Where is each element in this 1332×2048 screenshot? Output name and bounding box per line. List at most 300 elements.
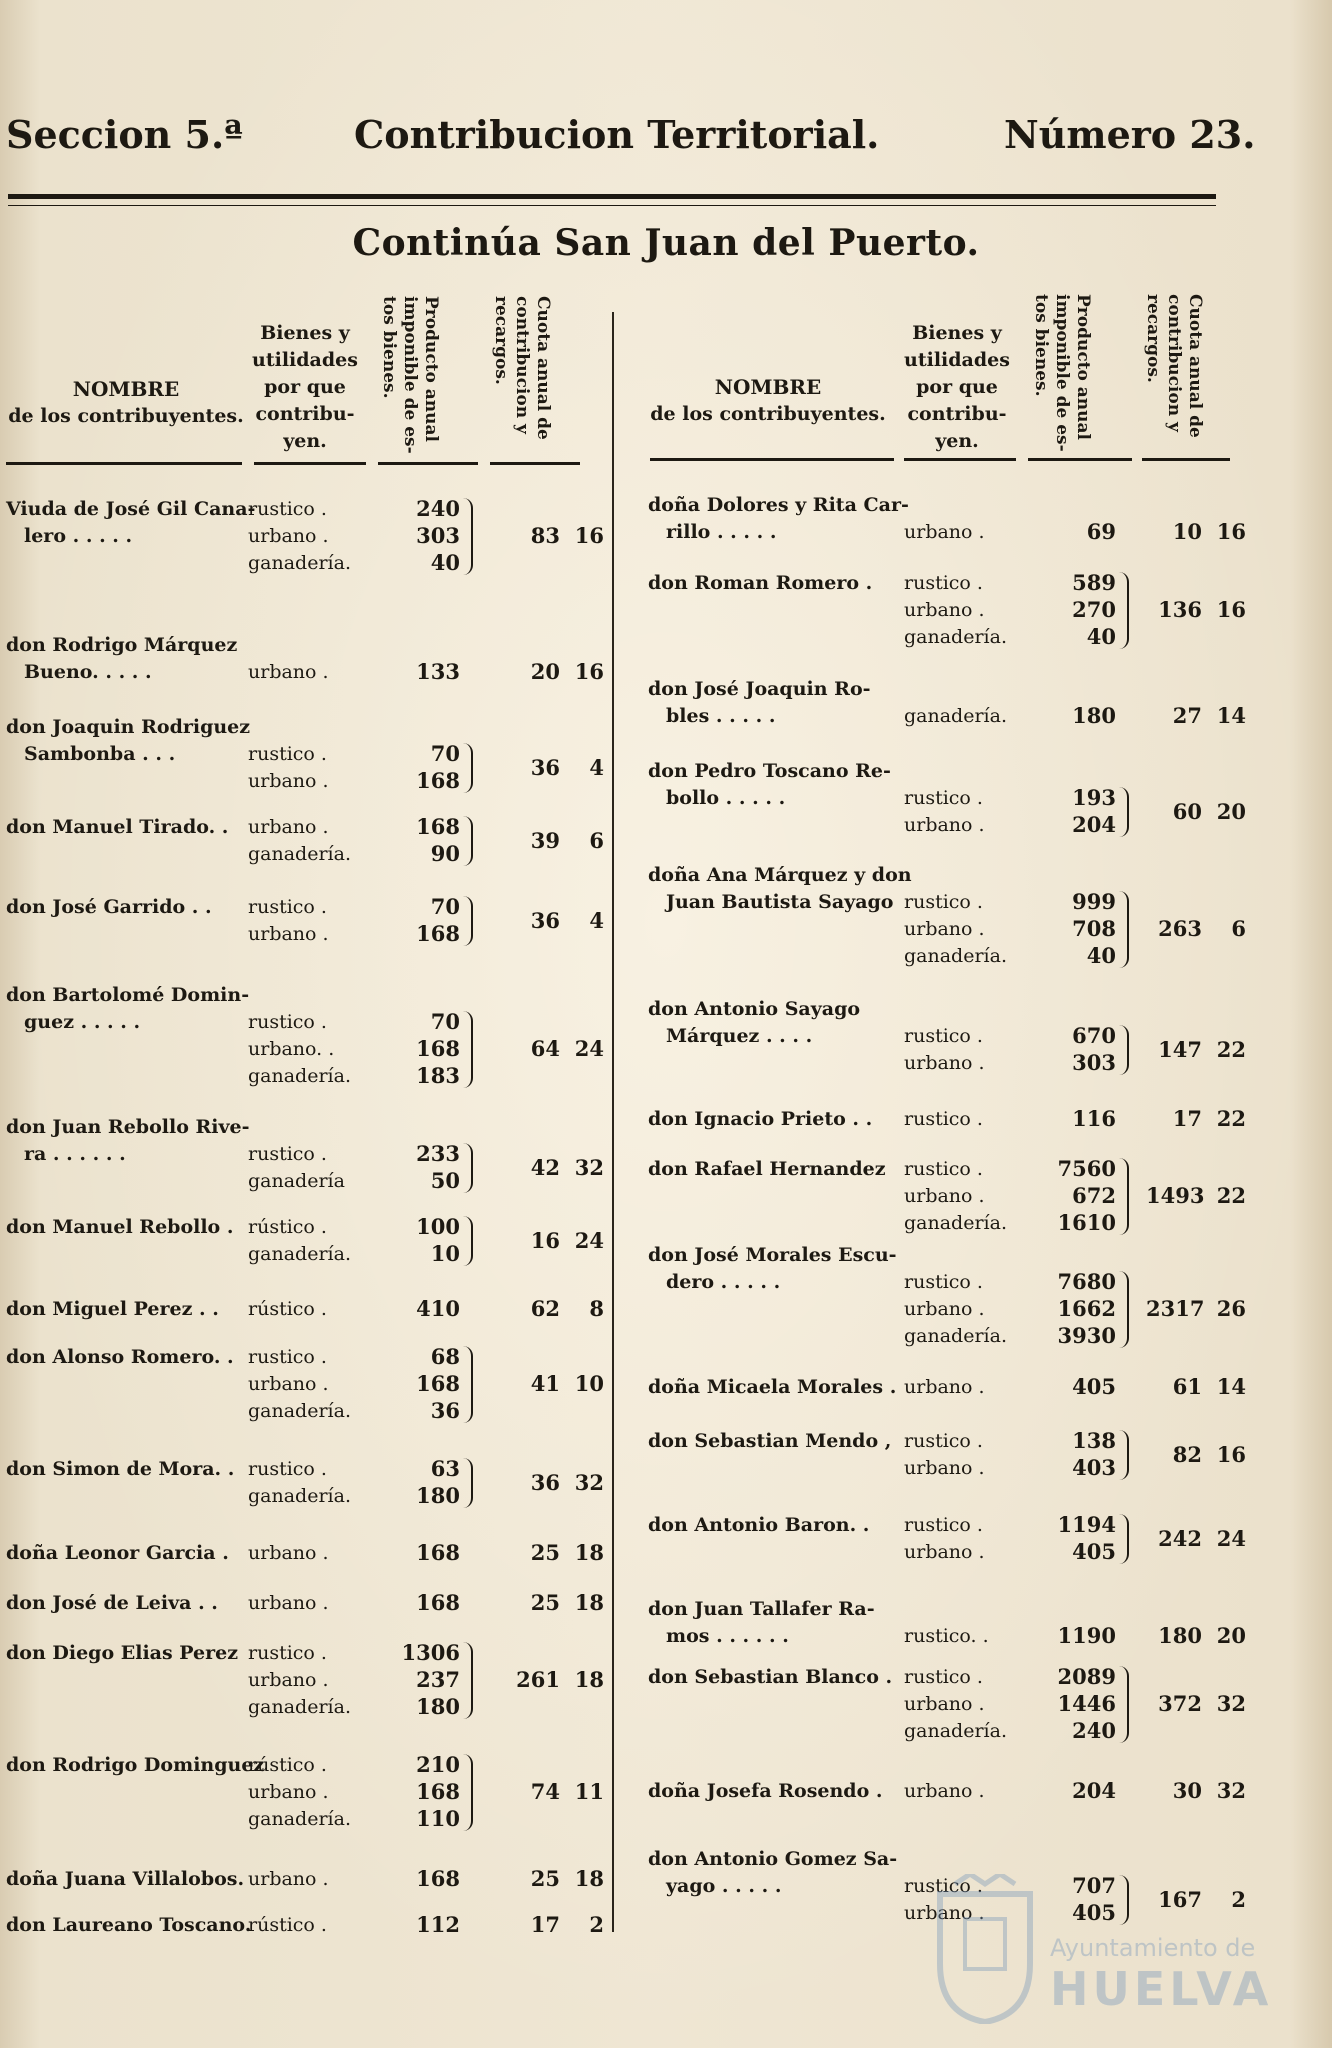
cuota-main: 64 (530, 1036, 560, 1061)
contributor-name: don Rodrigo Márquez (6, 634, 238, 656)
contributor-name: doña Micaela Morales . (648, 1376, 897, 1398)
product-value: 1446 (1057, 1691, 1116, 1716)
cuota-value (1146, 1777, 1246, 1804)
cuota-value (1146, 1105, 1246, 1132)
contributor-name: don Miguel Perez . . (6, 1298, 219, 1320)
cuota-main: 61 (1172, 1374, 1202, 1399)
coat-of-arms-icon (930, 1874, 1040, 2024)
contributor-name: don Juan Tallafer Ra- (648, 1598, 875, 1620)
cuota-main: 27 (1172, 703, 1202, 728)
cuota-main: 30 (1172, 1778, 1202, 1803)
property-class: ganadería. (248, 1400, 351, 1422)
product-value: 138 (1072, 1428, 1116, 1453)
contributor-name: Viuda de José Gil Cana- (6, 498, 256, 520)
cuota-fraction: 8 (589, 1296, 604, 1321)
property-class: rustico . (904, 1108, 983, 1130)
cuota-main: 36 (530, 907, 560, 933)
property-class: ganadería. (904, 1212, 1007, 1234)
product-value: 168 (416, 768, 460, 793)
cuota-fraction: 16 (1216, 519, 1246, 544)
property-class: ganadería. (248, 552, 351, 574)
product-value: 672 (1072, 1183, 1116, 1208)
grouping-brace (462, 498, 473, 575)
contributor-name: Márquez . . . . (666, 1025, 813, 1047)
cuota-value (1146, 915, 1246, 942)
contributor-name: don Simon de Mora. . (6, 1458, 235, 1480)
product-value: 68 (430, 1344, 460, 1369)
product-value: 168 (416, 1371, 460, 1396)
product-value: 2089 (1057, 1664, 1116, 1689)
property-class: urbano . (248, 1868, 329, 1890)
property-class: ganadería. (248, 1243, 351, 1265)
property-class: urbano . (904, 1185, 985, 1207)
property-class: urbano . (904, 918, 985, 940)
contributor-name: don Manuel Rebollo . (6, 1216, 234, 1238)
grouping-brace (462, 1011, 473, 1088)
cuota-fraction: 32 (574, 1154, 604, 1180)
right-name-underline (650, 458, 894, 461)
cuota-main: 147 (1158, 1036, 1202, 1062)
property-class: rustico . (248, 743, 327, 765)
product-value: 133 (416, 659, 460, 684)
cuota-value (504, 1035, 604, 1062)
property-class: ganadería. (248, 843, 351, 865)
property-class: ganadería. (904, 626, 1007, 648)
cuota-fraction: 18 (574, 1866, 604, 1891)
property-class: urbano . (248, 1669, 329, 1691)
product-value: 40 (430, 550, 460, 575)
product-value: 183 (416, 1063, 460, 1088)
watermark-line1: Ayuntamiento de (1050, 1934, 1256, 1962)
product-value: 90 (430, 841, 460, 866)
contributor-name: don Antonio Gomez Sa- (648, 1848, 898, 1870)
cuota-value (1146, 1441, 1246, 1468)
contributor-name: rillo . . . . . (666, 521, 777, 543)
product-value: 40 (1086, 624, 1116, 649)
cuota-main: 261 (516, 1667, 560, 1692)
property-class: rustico . (248, 1143, 327, 1165)
product-value: 168 (416, 1036, 460, 1061)
cuota-value (504, 754, 604, 781)
property-class: urbano . (904, 1052, 985, 1074)
grouping-brace (1118, 1514, 1129, 1564)
product-value: 168 (416, 1590, 460, 1615)
right-producto-underline (1028, 458, 1132, 461)
cuota-main: 167 (1158, 1886, 1202, 1912)
grouping-brace (462, 1216, 473, 1266)
product-value: 240 (416, 496, 460, 521)
property-class: rústico . (248, 1914, 327, 1936)
cuota-fraction: 26 (1216, 1296, 1246, 1321)
left-producto-underline (378, 462, 478, 465)
cuota-fraction: 2 (589, 1912, 604, 1937)
property-class: urbano . (904, 1902, 985, 1924)
property-class: ganadería. (904, 945, 1007, 967)
right-cuota-header: Cuota anual de contribucion y recargos. (1143, 294, 1205, 438)
product-value: 708 (1072, 916, 1116, 941)
product-value: 69 (1086, 519, 1116, 544)
cuota-fraction: 10 (574, 1371, 604, 1396)
cuota-fraction: 32 (1216, 1778, 1246, 1803)
cuota-value (1146, 518, 1246, 545)
left-name-header: NOMBRE de los contribuyentes. (8, 377, 244, 427)
property-class: ganadería. (248, 1696, 351, 1718)
grouping-brace (462, 1346, 473, 1423)
contributor-name: don Roman Romero . (648, 572, 873, 594)
cuota-main: 39 (530, 827, 560, 853)
contributor-name: don Joaquin Rodriguez (6, 716, 251, 738)
grouping-brace (1118, 891, 1129, 968)
cuota-value (504, 1911, 604, 1938)
product-value: 70 (430, 1009, 460, 1034)
right-bienes-header: Bienes y utilidades por que contribu- yen. (904, 322, 1010, 452)
grouping-brace (462, 1642, 473, 1719)
property-class: ganadería. (904, 705, 1007, 727)
property-class: rustico. . (904, 1625, 989, 1647)
cuota-main: 17 (1172, 1106, 1202, 1131)
cuota-value (1146, 1182, 1246, 1209)
contributor-name: don Antonio Sayago (648, 998, 861, 1020)
property-class: urbano . (904, 814, 985, 836)
product-value: 707 (1072, 1873, 1116, 1898)
property-class: urbano . (248, 923, 329, 945)
grouping-brace (1118, 1666, 1129, 1743)
product-value: 237 (416, 1667, 460, 1692)
cuota-main: 36 (530, 1469, 560, 1495)
product-value: 168 (416, 921, 460, 946)
left-cuota-underline (490, 462, 580, 465)
section-label: Seccion 5.ª (6, 112, 243, 157)
contributor-name: doña Leonor Garcia . (6, 1542, 229, 1564)
product-value: 270 (1072, 597, 1116, 622)
cuota-main: 25 (530, 1590, 560, 1615)
contributor-name: bollo . . . . . (666, 787, 786, 809)
product-value: 50 (430, 1168, 460, 1193)
cuota-main: 83 (530, 523, 560, 548)
header-title: Contribucion Territorial. (354, 112, 880, 157)
property-class: rustico . (904, 1158, 983, 1180)
product-value: 70 (430, 894, 460, 919)
property-class: urbano . (248, 1542, 329, 1564)
product-value: 7560 (1057, 1156, 1116, 1181)
property-class: urbano . (248, 816, 329, 838)
property-class: urbano . (904, 1457, 985, 1479)
property-class: rústico . (248, 1754, 327, 1776)
cuota-value (504, 1154, 604, 1181)
product-value: 3930 (1057, 1323, 1116, 1348)
product-value: 403 (1072, 1455, 1116, 1480)
contributor-name: don Sebastian Mendo , (648, 1430, 892, 1452)
product-value: 999 (1072, 889, 1116, 914)
cuota-main: 25 (530, 1540, 560, 1565)
contributor-name: doña Ana Márquez y don (648, 864, 912, 886)
property-class: urbano . (248, 1781, 329, 1803)
contributor-name: don Sebastian Blanco . (648, 1666, 893, 1688)
product-value: 168 (416, 1866, 460, 1891)
product-value: 405 (1072, 1374, 1116, 1399)
cuota-value (1146, 1525, 1246, 1552)
product-value: 193 (1072, 785, 1116, 810)
grouping-brace (1118, 787, 1129, 837)
product-value: 410 (416, 1296, 460, 1321)
cuota-main: 180 (1158, 1623, 1202, 1648)
product-value: 168 (416, 814, 460, 839)
contributor-name: don Manuel Tirado. . (6, 816, 229, 838)
cuota-fraction: 16 (574, 523, 604, 548)
property-class: urbano . (904, 1376, 985, 1398)
contributor-name: don Pedro Toscano Re- (648, 760, 891, 782)
property-class: urbano . (904, 1541, 985, 1563)
cuota-main: 17 (530, 1912, 560, 1937)
product-value: 405 (1072, 1539, 1116, 1564)
left-bienes-underline (254, 462, 366, 465)
contributor-name: don José Morales Escu- (648, 1244, 897, 1266)
cuota-value (504, 1469, 604, 1496)
contributor-name: don Bartolomé Domin- (6, 984, 250, 1006)
product-value: 63 (430, 1456, 460, 1481)
right-name-header: NOMBRE de los contribuyentes. (650, 375, 886, 425)
product-value: 100 (416, 1214, 460, 1239)
cuota-fraction: 32 (574, 1469, 604, 1495)
property-class: ganadería. (248, 1065, 351, 1087)
property-class: rustico . (904, 1666, 983, 1688)
contributor-name: don Rafael Hernandez (648, 1158, 886, 1180)
cuota-fraction: 16 (1216, 597, 1246, 622)
cuota-value (504, 522, 604, 549)
cuota-value (1146, 798, 1246, 825)
property-class: rustico . (248, 1011, 327, 1033)
watermark-line2: HUELVA (1050, 1962, 1273, 2016)
property-class: rustico . (904, 1025, 983, 1047)
product-value: 180 (416, 1694, 460, 1719)
left-producto-header: Producto anual imponible de es- tos bienes. (379, 296, 441, 454)
property-class: ganadería. (904, 1325, 1007, 1347)
contributor-name: don Rodrigo Dominguez (6, 1754, 265, 1776)
contributor-name: don José Joaquin Ro- (648, 678, 871, 700)
product-value: 116 (1072, 1106, 1116, 1131)
contributor-name: doña Juana Villalobos. (6, 1868, 245, 1890)
property-class: urbano . (248, 525, 329, 547)
cuota-fraction: 22 (1216, 1183, 1246, 1208)
cuota-value (1146, 702, 1246, 729)
contributor-name: bles . . . . . (666, 705, 776, 727)
property-class: rustico . (904, 1514, 983, 1536)
page-header (0, 112, 1332, 174)
cuota-value (1146, 596, 1246, 623)
right-producto-header: Producto anual imponible de es- tos bienes. (1031, 294, 1093, 452)
contributor-name: yago . . . . . (666, 1875, 782, 1897)
cuota-fraction: 18 (574, 1540, 604, 1565)
header-rule (8, 194, 1216, 206)
cuota-value (504, 1539, 604, 1566)
grouping-brace (1118, 572, 1129, 649)
cuota-main: 136 (1158, 597, 1202, 622)
property-class: rustico . (904, 1271, 983, 1293)
contributor-name: doña Josefa Rosendo . (648, 1780, 883, 1802)
product-value: 1610 (1057, 1210, 1116, 1235)
product-value: 210 (416, 1752, 460, 1777)
product-value: 168 (416, 1540, 460, 1565)
property-class: ganadería. (904, 1720, 1007, 1742)
property-class: urbano . (248, 770, 329, 792)
contributor-name: Bueno. . . . . (24, 661, 152, 683)
product-value: 670 (1072, 1023, 1116, 1048)
cuota-main: 62 (530, 1296, 560, 1321)
product-value: 1306 (401, 1640, 460, 1665)
left-bienes-header: Bienes y utilidades por que contribu- yen. (252, 322, 358, 452)
grouping-brace (1118, 1271, 1129, 1348)
contributor-name: don Ignacio Prieto . . (648, 1108, 873, 1130)
property-class: rustico . (248, 498, 327, 520)
contributor-name: doña Dolores y Rita Car- (648, 494, 909, 516)
contributor-name: mos . . . . . . (666, 1625, 789, 1647)
cuota-main: 242 (1158, 1525, 1202, 1551)
grouping-brace (462, 1458, 473, 1508)
product-value: 1662 (1057, 1296, 1116, 1321)
grouping-brace (1118, 1158, 1129, 1235)
cuota-main: 20 (530, 659, 560, 684)
property-class: urbano . (904, 521, 985, 543)
contributor-name: don Antonio Baron. . (648, 1514, 870, 1536)
property-class: urbano . (904, 1298, 985, 1320)
contributor-name: don Diego Elias Perez (6, 1642, 239, 1664)
property-class: rustico . (904, 572, 983, 594)
cuota-fraction: 16 (574, 659, 604, 684)
property-class: rustico . (248, 1346, 327, 1368)
cuota-fraction: 2 (1231, 1886, 1246, 1912)
contributor-name: ra . . . . . . (24, 1143, 126, 1165)
property-class: ganadería (248, 1170, 345, 1192)
product-value: 233 (416, 1141, 460, 1166)
cuota-main: 1493 (1146, 1183, 1205, 1208)
cuota-fraction: 14 (1216, 1374, 1246, 1399)
cuota-fraction: 18 (574, 1667, 604, 1692)
contributor-name: dero . . . . . (666, 1271, 781, 1293)
product-value: 36 (430, 1398, 460, 1423)
cuota-fraction: 14 (1216, 703, 1246, 728)
cuota-value (504, 1227, 604, 1254)
cuota-value (1146, 1295, 1246, 1322)
cuota-fraction: 20 (1216, 798, 1246, 824)
cuota-fraction: 20 (1216, 1623, 1246, 1648)
cuota-value (504, 658, 604, 685)
column-divider (612, 312, 614, 1932)
grouping-brace (1118, 1025, 1129, 1075)
contributor-name: guez . . . . . (24, 1011, 141, 1033)
property-class: rustico . (248, 1642, 327, 1664)
cuota-value (1146, 1373, 1246, 1400)
cuota-fraction: 18 (574, 1590, 604, 1615)
cuota-value (504, 1295, 604, 1322)
cuota-main: 25 (530, 1866, 560, 1891)
cuota-value (504, 1778, 604, 1805)
contributor-name: don Alonso Romero. . (6, 1346, 234, 1368)
cuota-value (504, 1865, 604, 1892)
grouping-brace (462, 1143, 473, 1193)
cuota-fraction: 24 (1216, 1525, 1246, 1551)
cuota-main: 74 (530, 1779, 560, 1804)
product-value: 10 (430, 1241, 460, 1266)
cuota-fraction: 24 (574, 1036, 604, 1061)
product-value: 40 (1086, 943, 1116, 968)
cuota-main: 10 (1172, 519, 1202, 544)
cuota-fraction: 4 (589, 907, 604, 933)
property-class: ganadería. (248, 1485, 351, 1507)
grouping-brace (462, 1754, 473, 1831)
contributor-name: Juan Bautista Sayago (666, 891, 894, 913)
cuota-value (1146, 1690, 1246, 1717)
cuota-fraction: 22 (1216, 1106, 1246, 1131)
grouping-brace (462, 816, 473, 866)
left-cuota-header: Cuota anual de contribucion y recargos. (491, 296, 553, 440)
product-value: 112 (416, 1912, 460, 1937)
contributor-name: don Juan Rebollo Rive- (6, 1116, 250, 1138)
cuota-fraction: 32 (1216, 1691, 1246, 1716)
product-value: 70 (430, 741, 460, 766)
cuota-main: 42 (530, 1154, 560, 1180)
product-value: 1190 (1057, 1623, 1116, 1648)
property-class: urbano. . (248, 1038, 335, 1060)
cuota-value (504, 1370, 604, 1397)
property-class: rustico . (248, 1458, 327, 1480)
property-class: rustico . (248, 896, 327, 918)
property-class: rústico . (248, 1216, 327, 1238)
product-value: 204 (1072, 1778, 1116, 1803)
cuota-fraction: 11 (574, 1779, 604, 1804)
watermark (930, 1868, 1330, 2028)
product-value: 303 (416, 523, 460, 548)
product-value: 110 (416, 1806, 460, 1831)
right-bienes-underline (904, 458, 1016, 461)
contributor-name: Sambonba . . . (24, 743, 176, 765)
grouping-brace (462, 896, 473, 946)
cuota-main: 36 (530, 754, 560, 780)
contributor-name: lero . . . . . (24, 525, 133, 547)
product-value: 240 (1072, 1718, 1116, 1743)
product-value: 168 (416, 1779, 460, 1804)
cuota-main: 60 (1172, 798, 1202, 824)
property-class: rustico . (904, 1875, 983, 1897)
cuota-fraction: 6 (589, 827, 604, 853)
cuota-fraction: 22 (1216, 1036, 1246, 1062)
contributor-name: don Laureano Toscano. (6, 1914, 252, 1936)
product-value: 1194 (1057, 1512, 1116, 1537)
cuota-value (504, 907, 604, 934)
cuota-value (504, 827, 604, 854)
cuota-main: 372 (1158, 1691, 1202, 1716)
cuota-main: 2317 (1146, 1296, 1205, 1321)
product-value: 180 (1072, 703, 1116, 728)
property-class: urbano . (248, 1373, 329, 1395)
product-value: 204 (1072, 812, 1116, 837)
right-cuota-underline (1142, 458, 1230, 461)
property-class: rustico . (904, 891, 983, 913)
cuota-main: 263 (1158, 916, 1202, 941)
cuota-main: 41 (530, 1371, 560, 1396)
contributor-name: don José Garrido . . (6, 896, 212, 918)
product-value: 589 (1072, 570, 1116, 595)
cuota-value (504, 1589, 604, 1616)
property-class: rustico . (904, 787, 983, 809)
property-class: urbano . (248, 1592, 329, 1614)
property-class: rústico . (248, 1298, 327, 1320)
contributor-name: don José de Leiva . . (6, 1592, 218, 1614)
product-value: 7680 (1057, 1269, 1116, 1294)
product-value: 405 (1072, 1900, 1116, 1925)
cuota-main: 16 (530, 1227, 560, 1253)
property-class: urbano . (248, 661, 329, 683)
cuota-main: 82 (1172, 1441, 1202, 1467)
